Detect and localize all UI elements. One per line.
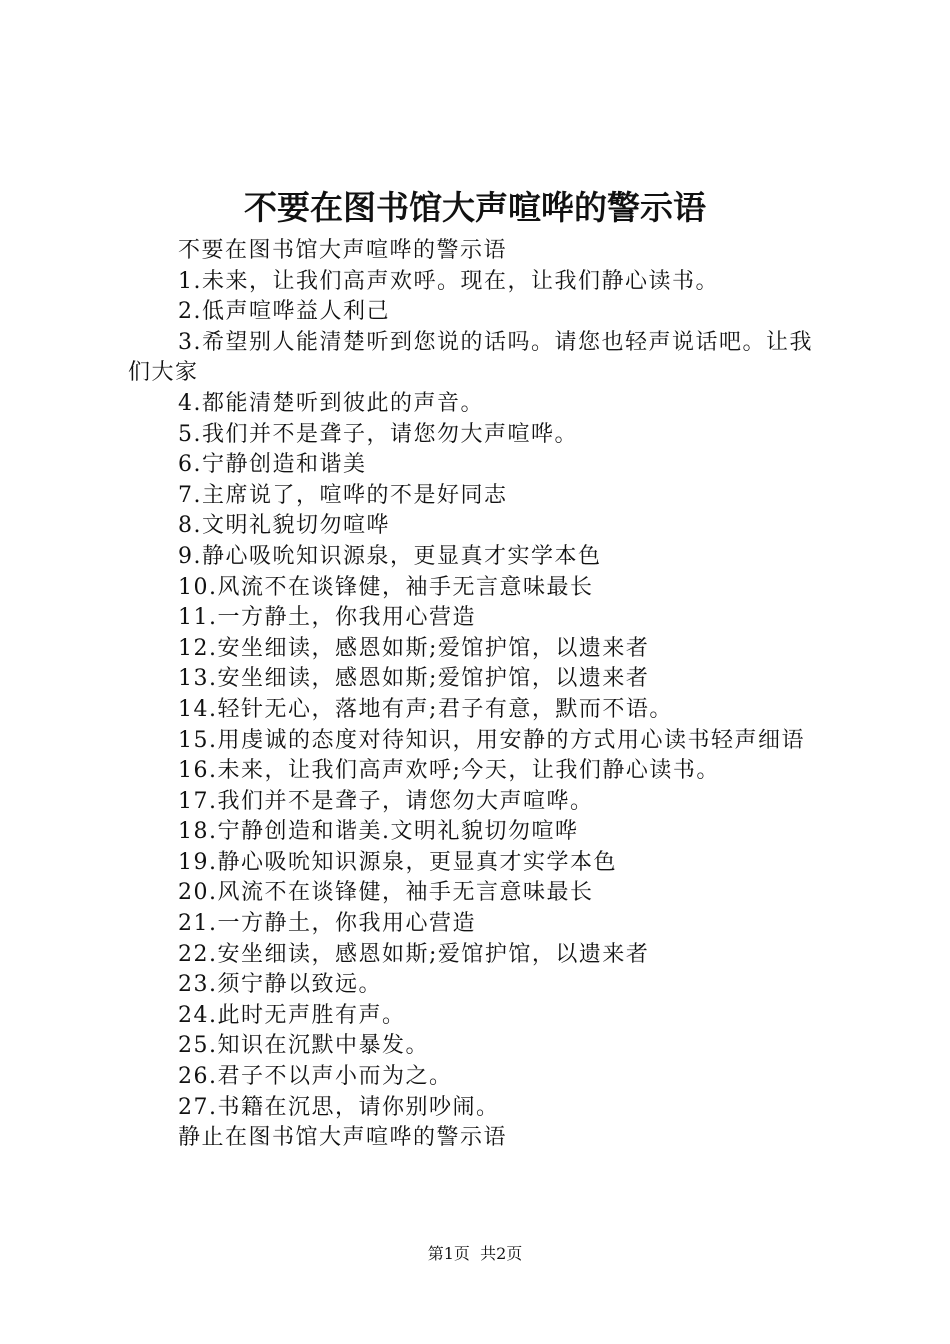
paragraph: 19.静心吸吮知识源泉，更显真才实学本色: [178, 849, 617, 875]
paragraph: 5.我们并不是聋子，请您勿大声喧哗。: [178, 421, 578, 447]
paragraph: 3.希望别人能清楚听到您说的话吗。请您也轻声说话吧。让我们大家: [128, 329, 813, 386]
document-body: [128, 236, 833, 1154]
paragraph: 11.一方静土，你我用心营造: [178, 605, 476, 631]
paragraph: 21.一方静土，你我用心营造: [178, 911, 476, 937]
paragraph: 4.都能清楚听到彼此的声音。: [178, 390, 484, 416]
paragraph: 27.书籍在沉思，请你别吵闹。: [178, 1094, 500, 1120]
paragraph: 6.宁静创造和谐美: [178, 452, 367, 478]
paragraph: 24.此时无声胜有声。: [178, 1002, 406, 1028]
paragraph: 15.用虔诚的态度对待知识，用安静的方式用心读书轻声细语: [178, 727, 805, 753]
page-footer: [0, 1242, 950, 1266]
page-number-label: 第1页 共2页: [427, 1244, 523, 1263]
paragraph: 不要在图书馆大声喧哗的警示语: [178, 238, 508, 263]
paragraph: 16.未来，让我们高声欢呼;今天，让我们静心读书。: [178, 758, 720, 784]
paragraph: 23.须宁静以致远。: [178, 972, 382, 998]
paragraph: 20.风流不在谈锋健，袖手无言意味最长: [178, 880, 594, 906]
paragraph: 1.未来，让我们高声欢呼。现在，让我们静心读书。: [178, 268, 719, 294]
paragraph: 17.我们并不是聋子，请您勿大声喧哗。: [178, 788, 594, 814]
paragraph: 7.主席说了，喧哗的不是好同志: [178, 482, 508, 508]
document-title: 不要在图书馆大声喧哗的警示语: [244, 188, 706, 227]
paragraph: 8.文明礼貌切勿喧哗: [178, 513, 390, 539]
paragraph: 25.知识在沉默中暴发。: [178, 1033, 429, 1059]
paragraph: 13.安坐细读，感恩如斯;爱馆护馆，以遗来者: [178, 666, 650, 692]
paragraph: 2.低声喧哗益人利己: [178, 299, 390, 325]
paragraph: 22.安坐细读，感恩如斯;爱馆护馆，以遗来者: [178, 941, 650, 967]
paragraph: 10.风流不在谈锋健，袖手无言意味最长: [178, 574, 594, 600]
paragraph: 26.君子不以声小而为之。: [178, 1064, 453, 1090]
paragraph: 18.宁静创造和谐美.文明礼貌切勿喧哗: [178, 819, 579, 845]
paragraph: 14.轻针无心，落地有声;君子有意，默而不语。: [178, 696, 673, 722]
paragraph: 静止在图书馆大声喧哗的警示语: [178, 1125, 508, 1151]
paragraph: 12.安坐细读，感恩如斯;爱馆护馆，以遗来者: [178, 635, 650, 661]
paragraph: 9.静心吸吮知识源泉，更显真才实学本色: [178, 543, 602, 569]
